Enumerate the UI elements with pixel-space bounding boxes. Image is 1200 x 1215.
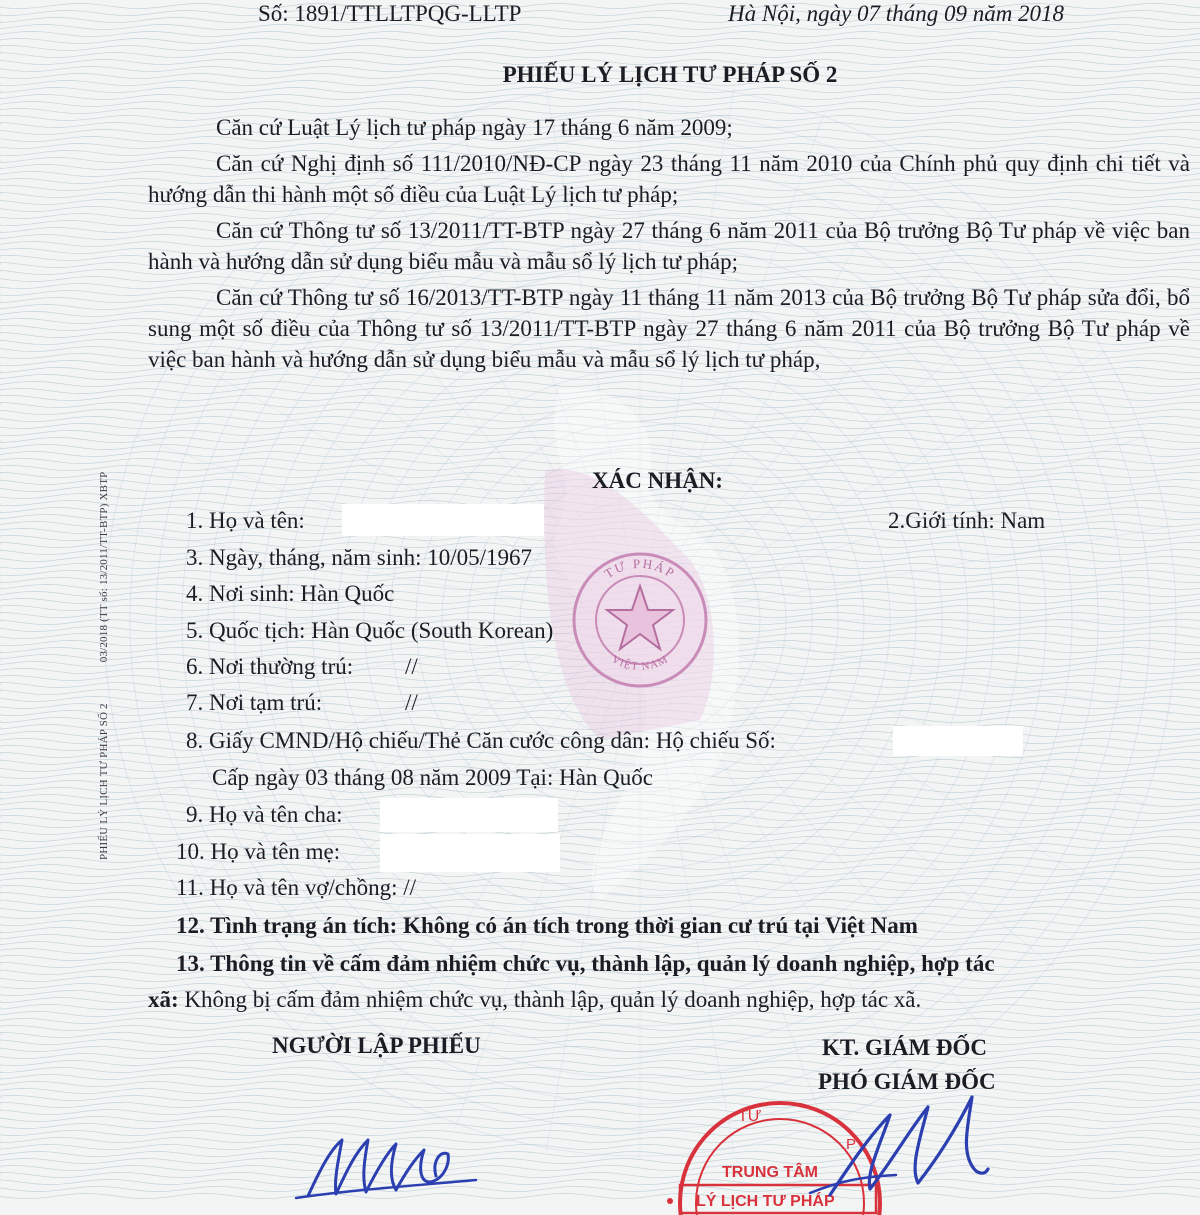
director-signature <box>800 1085 990 1200</box>
redacted-passport-number <box>893 726 1023 756</box>
field-birth-date: 3. Ngày, tháng, năm sinh: 10/05/1967 <box>186 545 533 570</box>
field-temporary-residence-value: // <box>405 690 418 715</box>
field-nationality: 5. Quốc tịch: Hàn Quốc (South Korean) <box>186 618 554 643</box>
field-prohibition-label: xã: <box>148 987 179 1012</box>
field-temporary-residence: 7. Nơi tạm trú: <box>186 690 323 715</box>
confirm-heading: XÁC NHẬN: <box>592 468 723 493</box>
preparer-title: NGƯỜI LẬP PHIẾU <box>272 1033 481 1058</box>
seal-arc-text: TƯ <box>738 1108 762 1125</box>
seal-line-2: LÝ LỊCH TƯ PHÁP <box>696 1193 835 1210</box>
form-sidebar <box>94 400 114 860</box>
field-spouse-name: 11. Họ và tên vợ/chồng: // <box>176 875 416 900</box>
document-title: PHIẾU LÝ LỊCH TƯ PHÁP SỐ 2 <box>502 62 838 87</box>
field-id-document: 8. Giấy CMND/Hộ chiếu/Thẻ Căn cước công dân: Hộ chiếu Số: <box>186 728 776 753</box>
place-date: Hà Nội, ngày 07 tháng 09 năm 2018 <box>728 1 1065 26</box>
field-full-name: 1. Họ và tên: <box>186 508 305 533</box>
field-gender: 2.Giới tính: Nam <box>888 508 1046 533</box>
document-number: Số: 1891/TTLLTPQG-LLTP <box>258 1 522 26</box>
deputy-director-title: PHÓ GIÁM ĐỐC <box>818 1069 996 1094</box>
preamble-1: Căn cứ Luật Lý lịch tư pháp ngày 17 tháng 6 năm 2009; <box>216 115 733 140</box>
field-birth-place: 4. Nơi sinh: Hàn Quốc <box>186 581 395 606</box>
director-title: KT. GIÁM ĐỐC <box>822 1035 988 1060</box>
field-father-name: 9. Họ và tên cha: <box>186 802 343 827</box>
field-permanent-residence: 6. Nơi thường trú: <box>186 654 354 679</box>
field-prohibition-heading: 13. Thông tin về cấm đảm nhiệm chức vụ, thành lập, quản lý doanh nghiệp, hợp tác <box>176 951 995 976</box>
field-prohibition-value: Không bị cấm đảm nhiệm chức vụ, thành lập, quản lý doanh nghiệp, hợp tác xã. <box>178 987 922 1012</box>
sidebar-form-code: 03/2018 (TT số: 13/2011/TT-BTP) XBTP <box>98 471 110 663</box>
field-permanent-residence-value: // <box>405 654 418 679</box>
preamble-4: Căn cứ Thông tư số 16/2013/TT-BTP ngày 11 tháng 11 năm 2013 của Bộ trưởng Bộ Tư pháp sửa đổi, bổ sung một số điều của Thông tư số 13/2011/TT-BTP ngày 27 tháng 6 năm 2011 của Bộ trưởng Bộ Tư pháp về việc ban hành và hướng dẫn sử dụng biểu mẫu và mẫu sổ lý lịch tư pháp, <box>148 285 1190 372</box>
emblem-bottom-text: VIỆT NAM <box>609 653 671 673</box>
redacted-father-name <box>380 798 558 832</box>
redacted-mother-name <box>380 834 560 872</box>
preamble-2: Căn cứ Nghị định số 111/2010/NĐ-CP ngày 23 tháng 11 năm 2010 của Chính phủ quy định chi tiết và hướng dẫn thi hành một số điều của Luật Lý lịch tư pháp; <box>148 151 1190 207</box>
seal-arc-right-text: P <box>846 1136 857 1153</box>
field-mother-name: 10. Họ và tên mẹ: <box>176 839 341 864</box>
preparer-signature <box>290 1110 480 1200</box>
field-criminal-record: 12. Tình trạng án tích: Không có án tích trong thời gian cư trú tại Việt Nam <box>176 913 918 938</box>
emblem-top-text: TƯ PHÁP <box>601 555 679 582</box>
seal-line-1: TRUNG TÂM <box>722 1164 818 1181</box>
preamble-3: Căn cứ Thông tư số 13/2011/TT-BTP ngày 27 tháng 6 năm 2011 của Bộ trưởng Bộ Tư pháp về việc ban hành và hướng dẫn sử dụng biểu mẫu và mẫu sổ lý lịch tư pháp; <box>148 218 1190 274</box>
field-prohibition-detail <box>148 986 921 1014</box>
redacted-name <box>342 504 544 536</box>
sidebar-form-name: PHIẾU LÝ LỊCH TƯ PHÁP SỐ 2 <box>98 703 110 860</box>
field-id-issue: Cấp ngày 03 tháng 08 năm 2009 Tại: Hàn Quốc <box>212 765 653 790</box>
